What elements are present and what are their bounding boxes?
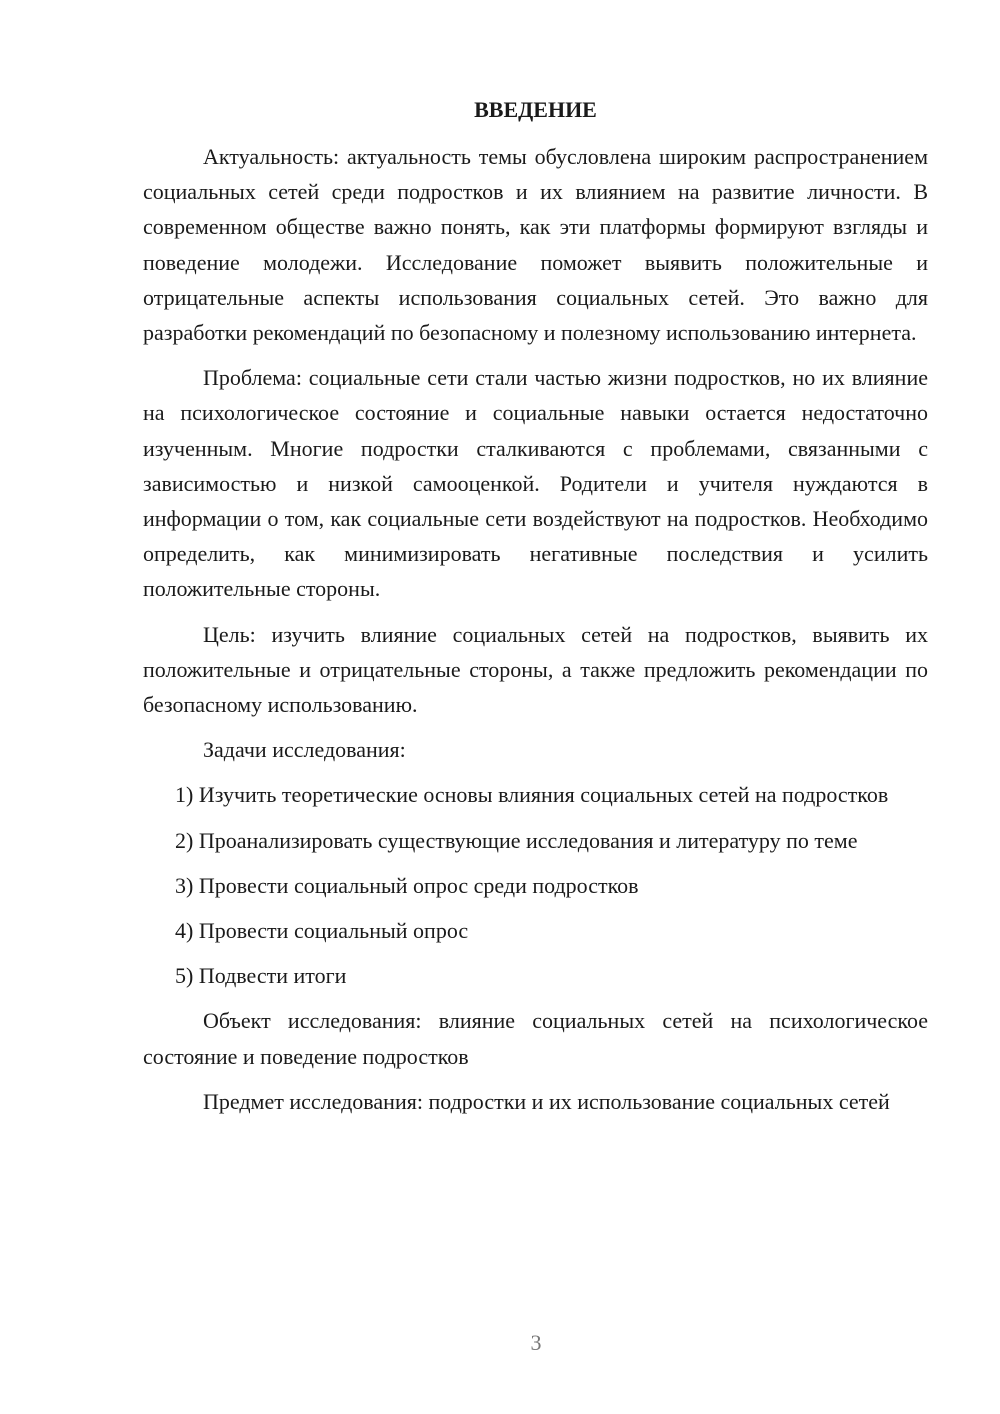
paragraph-tasks-heading: Задачи исследования: <box>203 737 406 763</box>
task-item-1: 1) Изучить теоретические основы влияния социальных сетей на подростков <box>175 782 889 808</box>
task-item-5: 5) Подвести итоги <box>175 963 347 989</box>
task-item-2: 2) Проанализировать существующие исследования и литературу по теме <box>175 827 858 853</box>
paragraph-problem: Проблема: социальные сети стали частью жизни подростков, но их влияние на психологическое состояние и социальные навыки остается недостаточно изученным. Многие подростки сталкиваются с проблемами, связанными с зависимостью и низкой самооценкой. Родители и учителя нуждаются в информации о том, как социальные сети воздействуют на подростков. Необходимо определить, как минимизировать негативные последствия и усилить положительные стороны. <box>143 365 928 602</box>
page-number: 3 <box>530 1330 542 1355</box>
paragraph-goal: Цель: изучить влияние социальных сетей на подростков, выявить их положительные и отрицательные стороны, а также предложить рекомендации по безопасному использованию. <box>143 621 928 718</box>
task-item-4: 4) Провести социальный опрос <box>175 918 469 944</box>
paragraph-relevance: Актуальность: актуальность темы обусловлена широким распространением социальных сетей среди подростков и их влиянием на развитие личности. В современном обществе важно понять, как эти платформы формируют взгляды и поведение молодежи. Исследование поможет выявить положительные и отрицательные аспекты использования социальных сетей. Это важно для разработки рекомендаций по безопасному и полезному использованию интернета. <box>143 144 928 346</box>
paragraph-object: Объект исследования: влияние социальных сетей на психологическое состояние и поведение подростков <box>143 1008 928 1069</box>
paragraph-subject: Предмет исследования: подростки и их использование социальных сетей <box>203 1088 890 1114</box>
task-item-3: 3) Провести социальный опрос среди подростков <box>175 872 639 898</box>
page-content <box>143 92 928 1129</box>
section-title: ВВЕДЕНИЕ <box>474 97 597 122</box>
